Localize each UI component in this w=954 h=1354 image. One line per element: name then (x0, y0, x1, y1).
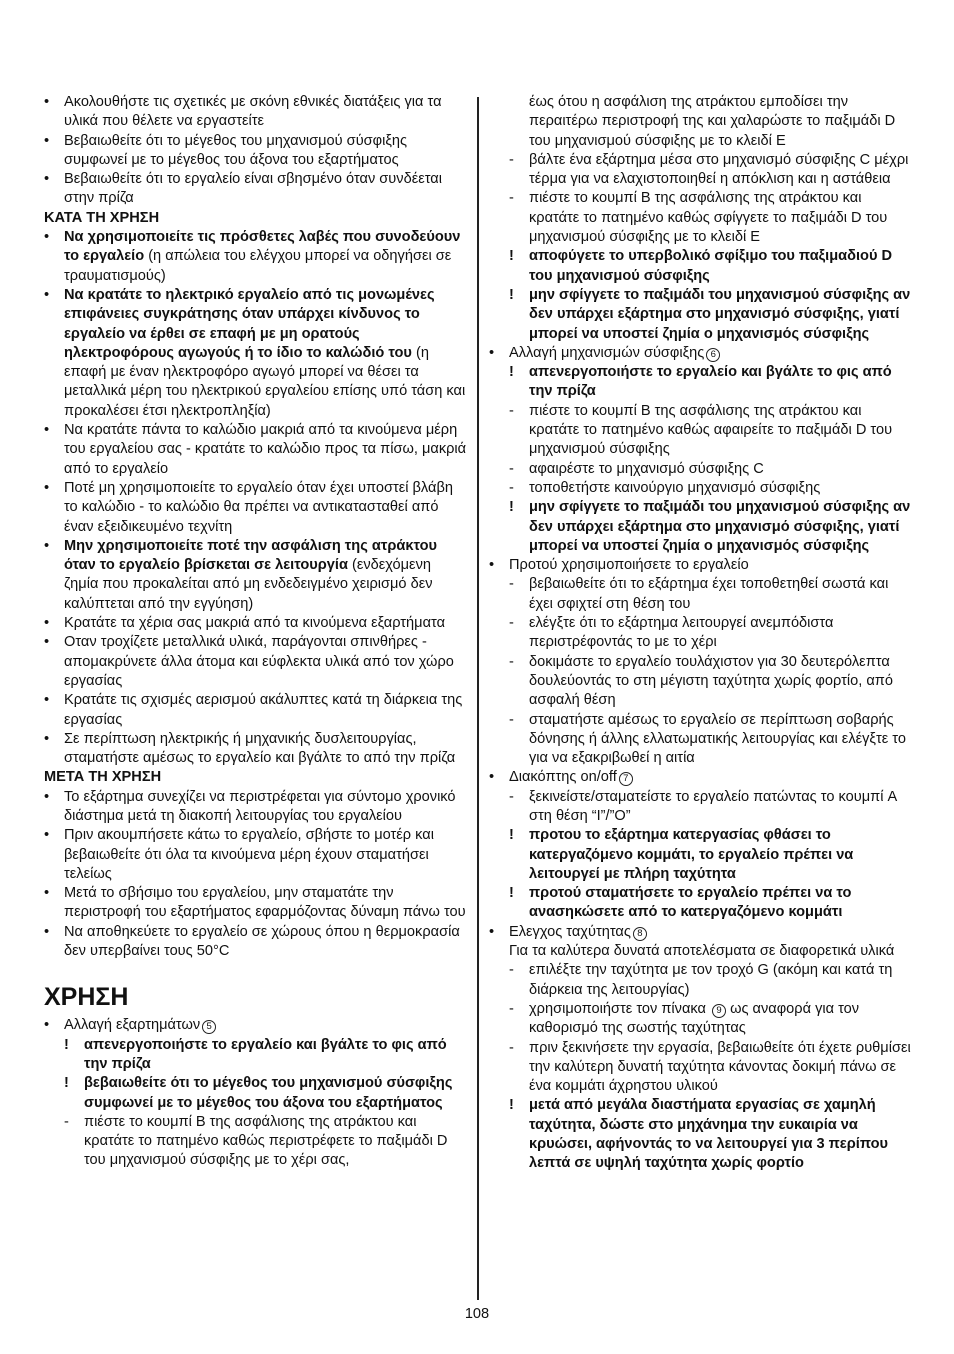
list-item: • Να αποθηκεύετε το εργαλείο σε χώρους όπου η θερμοκρασία δεν υπερβαίνει τους 50°C (44, 923, 460, 960)
step-item: - ξεκινείστε/σταματείστε το εργαλείο πατώντας το κουμπί A στη θέση “I”/”O” (509, 788, 897, 824)
list-item: • Κρατάτε τα χέρια σας μακριά από τα κινούμενα εξαρτήματα (44, 615, 446, 632)
figure-number-badge: 7 (619, 772, 633, 786)
figure-number-badge: 8 (633, 927, 647, 941)
list-item: • Οταν τροχίζετε μεταλλικά υλικά, παράγονται σπινθήρες - απομακρύνετε άλλα άτομα και εύφλεκτα υλικά από τον χώρο εργασίας (44, 634, 454, 689)
step-item-continued: έως ότου η ασφάλιση της ατράκτου εμποδίσει την περαιτέρω περιστροφή της και χαλαρώστε το παξιμάδι D του μηχανισμού σύσφιξης με το κλειδί E (529, 94, 896, 149)
list-item: • Να κρατάτε το ηλεκτρικό εργαλείο από τις μονωμένες επιφάνειες συγκράτησης όταν υπάρχει κίνδυνος το εργαλείο να έρθει σε επαφή με μη ορατούς ηλεκτροφόρους αγωγούς ή το ίδιο το καλώδιό του (η επαφή με έναν ηλεκτροφόρο αγωγό μπορεί να θέσει τα μεταλλικά μέρη του ηλεκτρικού εργαλείου επίσης υπό τάση και προκαλέσει έτσι ηλεκτροπληξία) (44, 286, 466, 419)
list-item: • Βεβαιωθείτε ότι το μέγεθος του μηχανισμού σύσφιξης συμφωνεί με το μέγεθος του άξονα του εξαρτήματος (44, 132, 408, 168)
list-item: • Ελεγχος ταχύτητας 8 (489, 923, 913, 942)
step-item: - πριν ξεκινήσετε την εργασία, βεβαιωθείτε ότι έχετε ρυθμίσει την καλύτερη δυνατή ταχύτητα κάνοντας δοκιμή πάνω σε ένα κομμάτι άχρηστου υλικού (509, 1039, 911, 1095)
list-item: • Πριν ακουμπήσετε κάτω το εργαλείο, σβήστε το μοτέρ και βεβαιωθείτε ότι όλα τα κινούμενα μέρη έχουν σταματήσει τελείως (44, 827, 434, 882)
step-item: - βάλτε ένα εξάρτημα μέσα στο μηχανισμό σύσφιξης C μέχρι τέρμα για να ελαχιστοποιηθεί η απόκλιση και η αστάθεια (509, 151, 909, 188)
list-item: • Ποτέ μη χρησιμοποιείτε το εργαλείο όταν έχει υποστεί βλάβη το καλώδιο - το καλώδιο θα πρέπει να αντικατασταθεί από έναν εξειδικευμένο τεχνίτη (44, 479, 453, 535)
step-item: - πιέστε το κουμπί B της ασφάλισης της ατράκτου και κρατάτε το πατημένο καθώς αφαιρείτε το παξιμάδι D του μηχανισμού σύσφιξης (509, 402, 893, 458)
warning-item: ! μην σφίγγετε το παξιμάδι του μηχανισμού σύσφιξης αν δεν υπάρχει εξάρτημα στο μηχανισμό σύσφιξης, γιατί μπορεί να υποστεί ζημία ο μηχανισμός σύσφιξης (509, 286, 911, 342)
list-item: • Μην χρησιμοποιείτε ποτέ την ασφάλιση της ατράκτου όταν το εργαλείο βρίσκεται σε λειτουργία (ενδεχόμενη ζημία που προκαλείται από μη ενδεδειγμένο χειρισμό δεν καλύπτεται από την εγγύηση) (44, 537, 437, 612)
warning-item: ! απενεργοποιήστε το εργαλείο και βγάλτε το φις από την πρίζα (509, 364, 892, 400)
list-item: • Προτού χρησιμοποιήσετε το εργαλείο (489, 557, 749, 574)
warning-item: ! μην σφίγγετε το παξιμάδι του μηχανισμού σύσφιξης αν δεν υπάρχει εξάρτημα στο μηχανισμό σύσφιξης, γιατί μπορεί να υποστεί ζημία ο μηχανισμός σύσφιξης (509, 499, 911, 554)
step-item: - αφαιρέστε το μηχανισμό σύσφιξης C (509, 460, 764, 477)
list-item: • Να χρησιμοποιείτε τις πρόσθετες λαβές που συνοδεύουν το εργαλείο (η απώλεια του ελέγχου μπορεί να οδηγήσει σε τραυματισμούς) (44, 229, 461, 284)
warning-item: ! προτου το εξάρτημα κατεργασίας φθάσει το κατεργαζόμενο κομμάτι, το εργαλείο πρέπει να λειτουργεί με πλήρη ταχύτητα (509, 827, 854, 882)
step-item: - τοποθετήστε καινούργιο μηχανισμό σύσφιξης (509, 479, 821, 496)
list-item: • Ακολουθήστε τις σχετικές με σκόνη εθνικές διατάξεις για τα υλικά που θέλετε να εργαστείτε (44, 94, 442, 130)
step-item: - πιέστε το κουμπί B της ασφάλισης της ατράκτου και κρατάτε το πατημένο καθώς σφίγγετε το παξιμάδι D του μηχανισμού σύσφιξης με το κλειδί E (509, 190, 888, 246)
list-item: • Αλλαγή εξαρτημάτων 5 (44, 1016, 468, 1035)
warning-item: ! απενεργοποιήστε το εργαλείο και βγάλτε το φις από την πρίζα (64, 1036, 447, 1072)
column-divider (477, 97, 479, 1300)
left-column (44, 93, 468, 1171)
page-number: 108 (464, 1306, 490, 1322)
step-item: - σταματήστε αμέσως το εργαλείο σε περίπτωση σοβαρής δόνησης ή άλλης ελλατωματικής λειτουργίας και ελέγξτε το για να εξακριβωθεί η αιτία (509, 711, 906, 767)
list-item: • Κρατάτε τις σχισμές αερισμού ακάλυπτες κατά τη διάρκεια της εργασίας (44, 692, 463, 728)
list-item: • Αλλαγή μηχανισμών σύσφιξης 6 (489, 344, 913, 363)
list-item: • Βεβαιωθείτε ότι το εργαλείο είναι σβησμένο όταν συνδέεται στην πρίζα (44, 171, 442, 207)
section-heading-during-use: ΚΑΤΑ ΤΗ ΧΡΗΣΗ (44, 209, 160, 226)
right-column (489, 93, 913, 1174)
list-item: • Μετά το σβήσιμο του εργαλείου, μην σταματάτε την περιστροφή του εξαρτήματος εφαρμόζοντας δύναμη πάνω του (44, 885, 466, 921)
warning-item: ! βεβαιωθείτε ότι το μέγεθος του μηχανισμού σύσφιξης συμφωνεί με το μέγεθος του άξονα του εξαρτήματος (64, 1075, 453, 1111)
figure-number-badge: 9 (712, 1004, 726, 1018)
warning-item: ! αποφύγετε το υπερβολικό σφίξιμο του παξιμαδιού D του μηχανισμού σύσφιξης (509, 248, 893, 284)
list-item: • Διακόπτης on/off 7 (489, 768, 913, 787)
list-item: • Το εξάρτημα συνεχίζει να περιστρέφεται για σύντομο χρονικό διάστημα μετά τη διακοπή λειτουργίας του εργαλείου (44, 788, 456, 824)
list-item: • Να κρατάτε πάντα το καλώδιο μακριά από τα κινούμενα μέρη του εργαλείου σας - κρατάτε το καλώδιο προς τα πίσω, μακριά από το εργαλείο (44, 422, 467, 477)
section-heading-after-use: ΜΕΤΑ ΤΗ ΧΡΗΣΗ (44, 769, 162, 786)
figure-number-badge: 6 (706, 348, 720, 362)
warning-item: ! προτού σταματήσετε το εργαλείο πρέπει να το ανασηκώσετε από το κατεργαζόμενο κομμάτι (509, 885, 852, 921)
step-item: - δοκιμάστε το εργαλείο τουλάχιστον για 30 δευτερόλεπτα δουλεύοντάς το στη μέγιστη ταχύτητα χωρίς φορτίο, από ασφαλή θέση (509, 653, 893, 709)
figure-number-badge: 5 (202, 1020, 216, 1034)
step-item: - χρησιμοποιήστε τον πίνακα 9 ως αναφορά για τον καθορισμό της σωστής ταχύτητας (509, 1000, 860, 1037)
step-item: - βεβαιωθείτε ότι το εξάρτημα έχει τοποθετηθεί σωστά και έχει σφιχτεί στη θέση του (509, 576, 889, 612)
step-item: - πιέστε το κουμπί B της ασφάλισης της ατράκτου και κρατάτε το πατημένο καθώς περιστρέφετε το παξιμάδι D του μηχανισμού σύσφιξης με το χέρι σας, (64, 1113, 448, 1169)
section-title-use: ΧΡΗΣΗ (44, 983, 129, 1012)
step-item: - επιλέξτε την ταχύτητα με τον τροχό G (ακόμη και κατά τη διάρκεια της λειτουργίας) (509, 962, 893, 998)
list-item: • Σε περίπτωση ηλεκτρικής ή μηχανικής δυσλειτουργίας, σταματήστε αμέσως το εργαλείο και βγάλτε το από την πρίζα (44, 730, 456, 767)
step-item: - ελέγξτε ότι το εξάρτημα λειτουργεί ανεμπόδιστα περιστρέφοντάς το με το χέρι (509, 615, 834, 651)
warning-item: ! μετά από μεγάλα διαστήματα εργασίας σε χαμηλή ταχύτητα, δώστε στο μηχάνημα την ευκαιρία να κρυώσει, αφήνοντάς το να λειτουργεί για 3 περίπου λεπτά σε υψηλή ταχύτητα χωρίς φορτίο (509, 1097, 888, 1172)
paragraph: Για τα καλύτερα δυνατά αποτελέσματα σε διαφορετικά υλικά (509, 943, 895, 960)
